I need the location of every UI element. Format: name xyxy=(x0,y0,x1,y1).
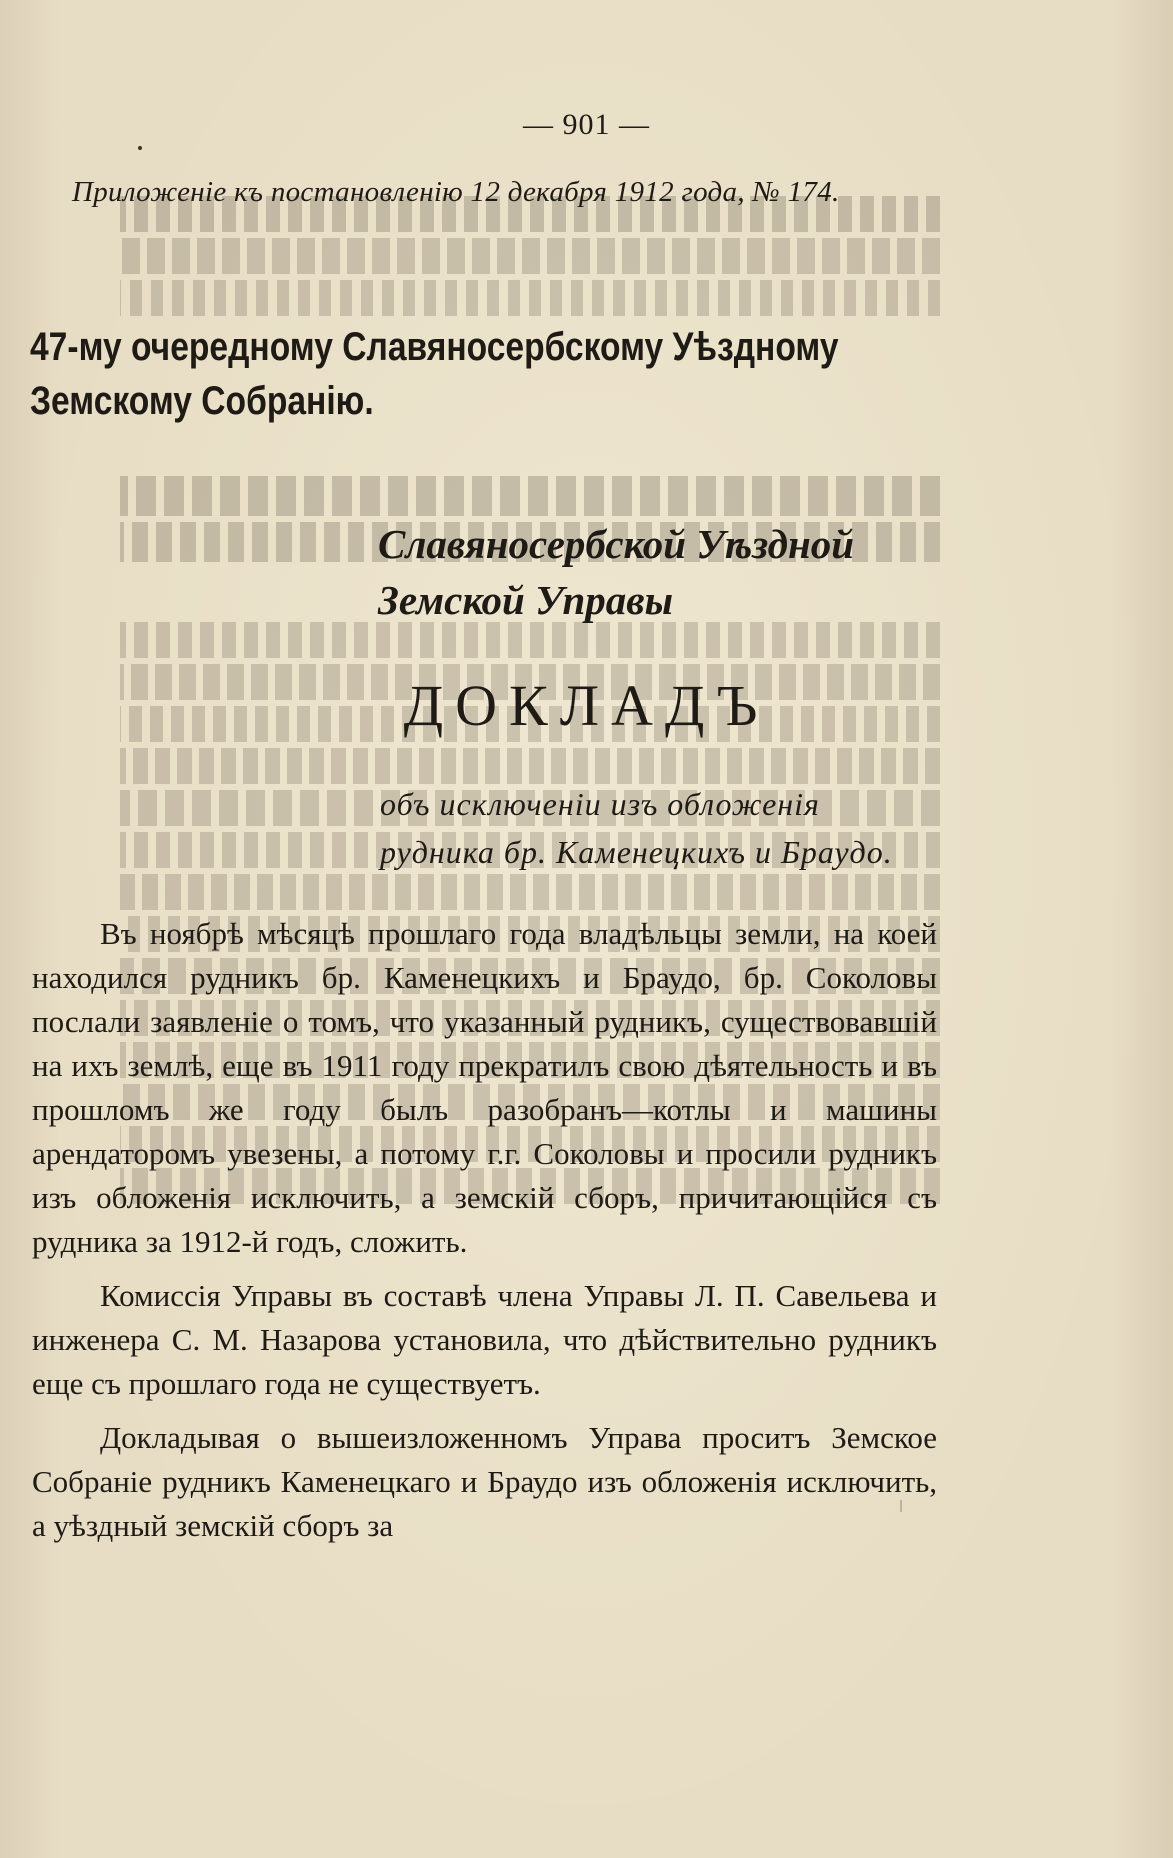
ink-speck xyxy=(138,146,142,150)
pencil-mark xyxy=(900,1500,902,1512)
body-paragraph: Въ ноябрѣ мѣсяцѣ прошлаго года владѣльцы земли, на коей находился рудникъ бр. Каменецкихъ и Браудо, бр. Соколовы послали заявленіе о томъ, что указанный рудникъ, существовавшій на ихъ землѣ, еще въ 1911 году прекратилъ свою дѣятельность и въ прошломъ же году былъ разобранъ—котлы и машины арендаторомъ увезены, а потому г.г. Соколовы и просили рудникъ изъ обложенія исключить, а земскій сборъ, причитающійся съ рудника за 1912-й годъ, сложить. xyxy=(32,916,937,1259)
appendix-note: Приложеніе къ постановленію 12 декабря 1912 года, № 174. xyxy=(72,176,840,208)
addressee-heading: 47-му очередному Славяносербскому Уѣздному Земскому Собранію. xyxy=(30,325,839,423)
page-number: — 901 — xyxy=(523,108,650,141)
issuing-authority: Славяносербской Уѣздной Земской Управы xyxy=(378,521,855,623)
document-title: ДОКЛАДЪ xyxy=(403,673,770,738)
body-paragraph: Комиссія Управы въ составѣ члена Управы Л. П. Савельева и инженера С. М. Назарова установила, что дѣйствительно рудникъ еще съ прошлаго года не существуетъ. xyxy=(32,1278,937,1401)
report-body xyxy=(32,912,937,1558)
body-paragraph: Докладывая о вышеизложенномъ Управа проситъ Земское Собраніе рудникъ Каменецкаго и Браудо изъ обложенія исключить, а уѣздный земскій сборъ за xyxy=(32,1420,937,1543)
document-subject: объ исключеніи изъ обложенія рудника бр. Каменецкихъ и Браудо. xyxy=(380,786,893,870)
